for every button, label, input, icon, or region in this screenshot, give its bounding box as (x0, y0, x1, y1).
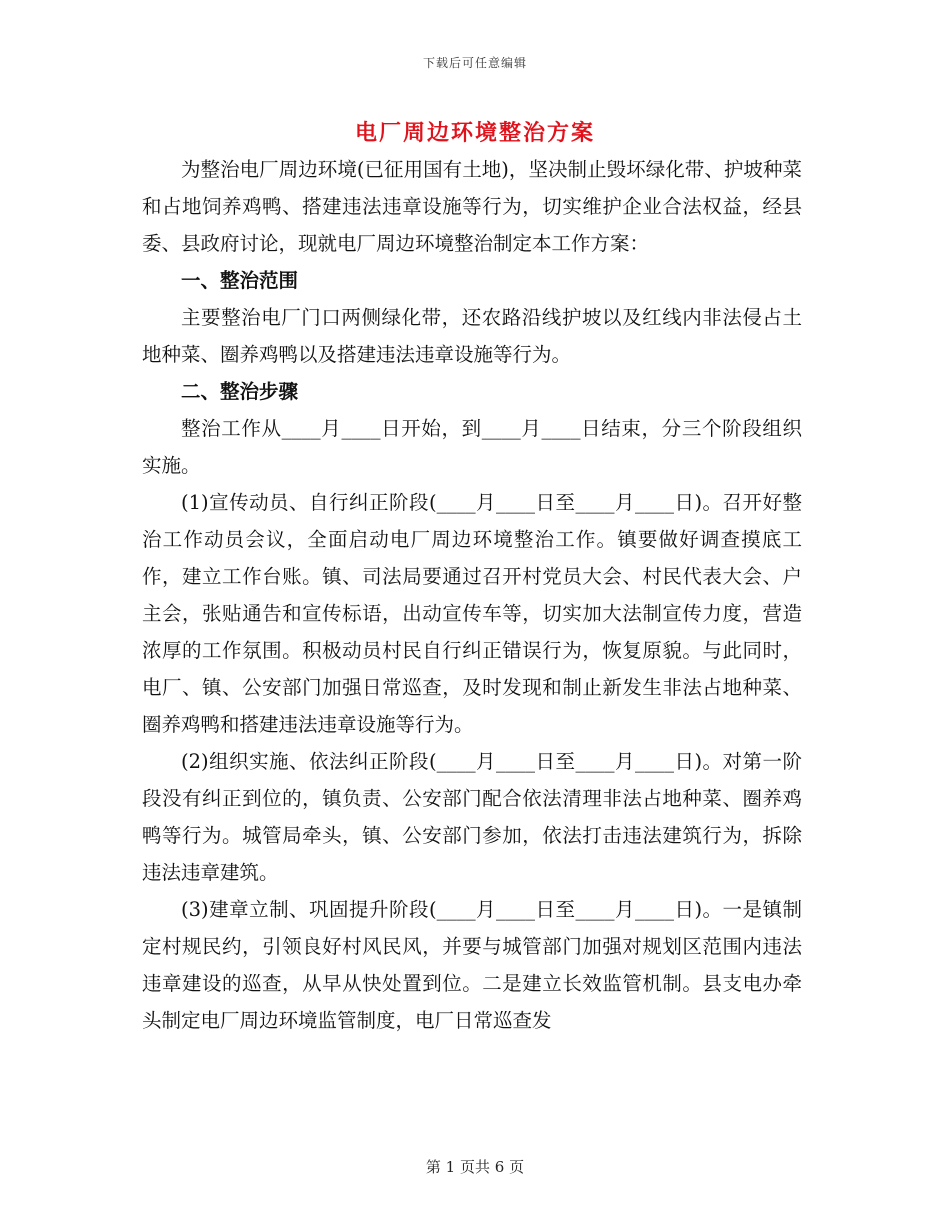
steps-paragraph: 整治工作从____月____日开始，到____月____日结束，分三个阶段组织实施。 (142, 417, 802, 477)
intro-paragraph: 为整治电厂周边环境(已征用国有土地)，坚决制止毁坏绿化带、护坡种菜和占地饲养鸡鸭、搭建违法违章设施等行为，切实维护企业合法权益，经县委、县政府讨论，现就电厂周边环境整治制定本工作方案： (142, 158, 802, 255)
section-heading-scope: 一、整治范围 (181, 269, 299, 292)
section-heading-steps: 二、整治步骤 (181, 380, 299, 403)
page-number-footer: 第 1 页共 6 页 (425, 1158, 525, 1176)
document-title: 电厂周边环境整治方案 (354, 120, 595, 146)
document-body (142, 151, 802, 1039)
step-3-paragraph: (3)建章立制、巩固提升阶段(____月____日至____月____日)。一是镇制定村规民约，引领良好村风民风，并要与城管部门加强对规划区范围内违法违章建设的巡查，从早从快处置到位。二是建立长效监管机制。县支电办牵头制定电厂周边环境监管制度，电厂日常巡查发 (142, 898, 802, 1032)
step-2-paragraph: (2)组织实施、依法纠正阶段(____月____日至____月____日)。对第一阶段没有纠正到位的，镇负责、公安部门配合依法清理非法占地种菜、圈养鸡鸭等行为。城管局牵头，镇、公安部门参加，依法打击违法建筑行为，拆除违法违章建筑。 (142, 750, 802, 884)
step-1-paragraph: (1)宣传动员、自行纠正阶段(____月____日至____月____日)。召开好整治工作动员会议，全面启动电厂周边环境整治工作。镇要做好调查摸底工作，建立工作台账。镇、司法局要通过召开村党员大会、村民代表大会、户主会，张贴通告和宣传标语，出动宣传车等，切实加大法制宣传力度，营造浓厚的工作氛围。积极动员村民自行纠正错误行为，恢复原貌。与此同时，电厂、镇、公安部门加强日常巡查，及时发现和制止新发生非法占地种菜、圈养鸡鸭和搭建违法违章设施等行为。 (142, 491, 802, 736)
page-header-note: 下载后可任意编辑 (422, 56, 527, 70)
scope-paragraph: 主要整治电厂门口两侧绿化带，还农路沿线护坡以及红线内非法侵占土地种菜、圈养鸡鸭以及搭建违法违章设施等行为。 (142, 306, 802, 366)
